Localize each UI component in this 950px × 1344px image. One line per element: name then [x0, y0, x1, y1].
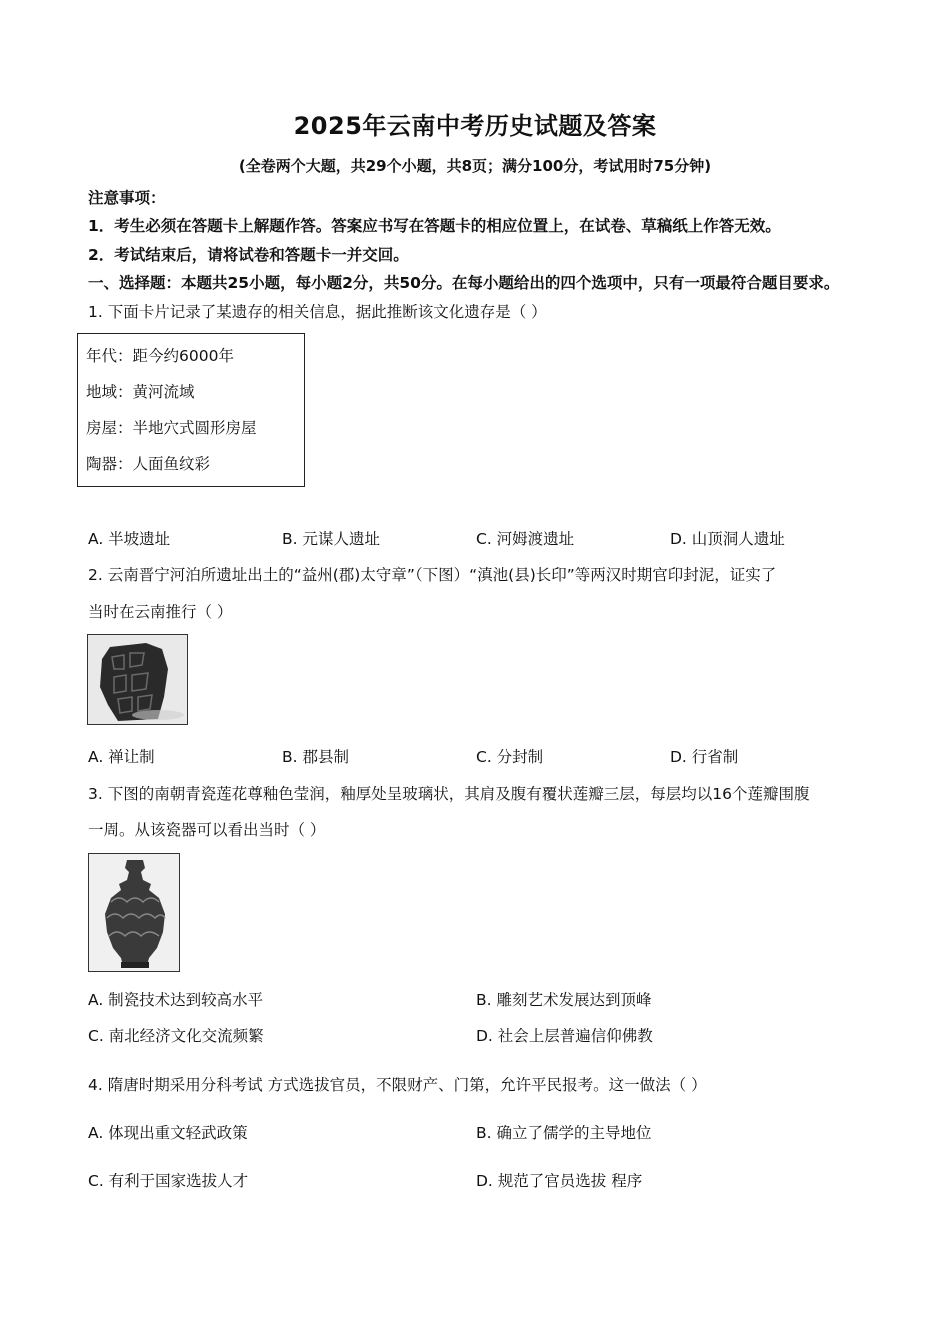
note-item-2: 2．考试结束后，请将试卷和答题卡一并交回。	[88, 246, 409, 264]
question-4-stem: 4. 隋唐时期采用分科考试 方式选拔官员，不限财产、门第，允许平民报考。这一做法（ ）	[88, 1076, 707, 1094]
question-2-stem-line-2: 当时在云南推行（ ）	[88, 603, 233, 621]
card-line-era: 年代：距今约6000年	[86, 347, 234, 365]
question-2-option-b[interactable]: B. 郡县制	[282, 748, 349, 766]
card-line-region: 地域：黄河流域	[86, 383, 195, 401]
question-1-stem: 1. 下面卡片记录了某遗存的相关信息，据此推断该文化遗存是（ ）	[88, 303, 547, 321]
seal-clay-image	[88, 635, 188, 725]
question-1-option-a[interactable]: A. 半坡遗址	[88, 530, 171, 548]
question-2-option-a[interactable]: A. 禅让制	[88, 748, 155, 766]
question-3-option-b[interactable]: B. 雕刻艺术发展达到顶峰	[476, 991, 652, 1009]
question-3-stem-line-1: 3. 下图的南朝青瓷莲花尊釉色莹润，釉厚处呈玻璃状，其肩及腹有覆状莲瓣三层，每层均以16个莲瓣围腹	[88, 785, 810, 803]
question-3-option-c[interactable]: C. 南北经济文化交流频繁	[88, 1027, 264, 1045]
notes-heading: 注意事项：	[88, 189, 166, 207]
question-1-option-d[interactable]: D. 山顶洞人遗址	[670, 530, 785, 548]
question-4-option-d[interactable]: D. 规范了官员选拔 程序	[476, 1172, 643, 1190]
note-item-1: 1．考生必须在答题卡上解题作答。答案应书写在答题卡的相应位置上，在试卷、草稿纸上作答无效。	[88, 217, 781, 235]
celadon-vase-image	[89, 854, 180, 972]
exam-info: (全卷两个大题，共29个小题，共8页；满分100分，考试用时75分钟)	[238, 157, 712, 175]
question-3-option-d[interactable]: D. 社会上层普遍信仰佛教	[476, 1027, 653, 1045]
page-title: 2025年云南中考历史试题及答案	[293, 112, 657, 140]
question-3-stem-line-2: 一周。从该瓷器可以看出当时（ ）	[88, 821, 326, 839]
question-4-option-b[interactable]: B. 确立了儒学的主导地位	[476, 1124, 652, 1142]
card-line-pottery: 陶器：人面鱼纹彩	[86, 455, 211, 473]
question-2-option-d[interactable]: D. 行省制	[670, 748, 739, 766]
question-2-option-c[interactable]: C. 分封制	[476, 748, 544, 766]
celadon-vase-photo	[88, 853, 180, 972]
section-heading: 一、选择题：本题共25小题，每小题2分，共50分。在每小题给出的四个选项中，只有一项最符合题目要求。	[88, 274, 840, 292]
question-1-option-c[interactable]: C. 河姆渡遗址	[476, 530, 575, 548]
question-4-option-a[interactable]: A. 体现出重文轻武政策	[88, 1124, 248, 1142]
question-1-option-b[interactable]: B. 元谋人遗址	[282, 530, 380, 548]
question-3-option-a[interactable]: A. 制瓷技术达到较高水平	[88, 991, 264, 1009]
question-1-info-card	[77, 333, 305, 487]
question-2-stem-line-1: 2. 云南晋宁河泊所遗址出土的“益州(郡)太守章”（下图）“滇池(县)长印”等两汉时期官印封泥，证实了	[88, 566, 777, 584]
question-4-option-c[interactable]: C. 有利于国家选拔人才	[88, 1172, 249, 1190]
seal-clay-photo	[87, 634, 188, 725]
card-line-housing: 房屋：半地穴式圆形房屋	[86, 419, 257, 437]
